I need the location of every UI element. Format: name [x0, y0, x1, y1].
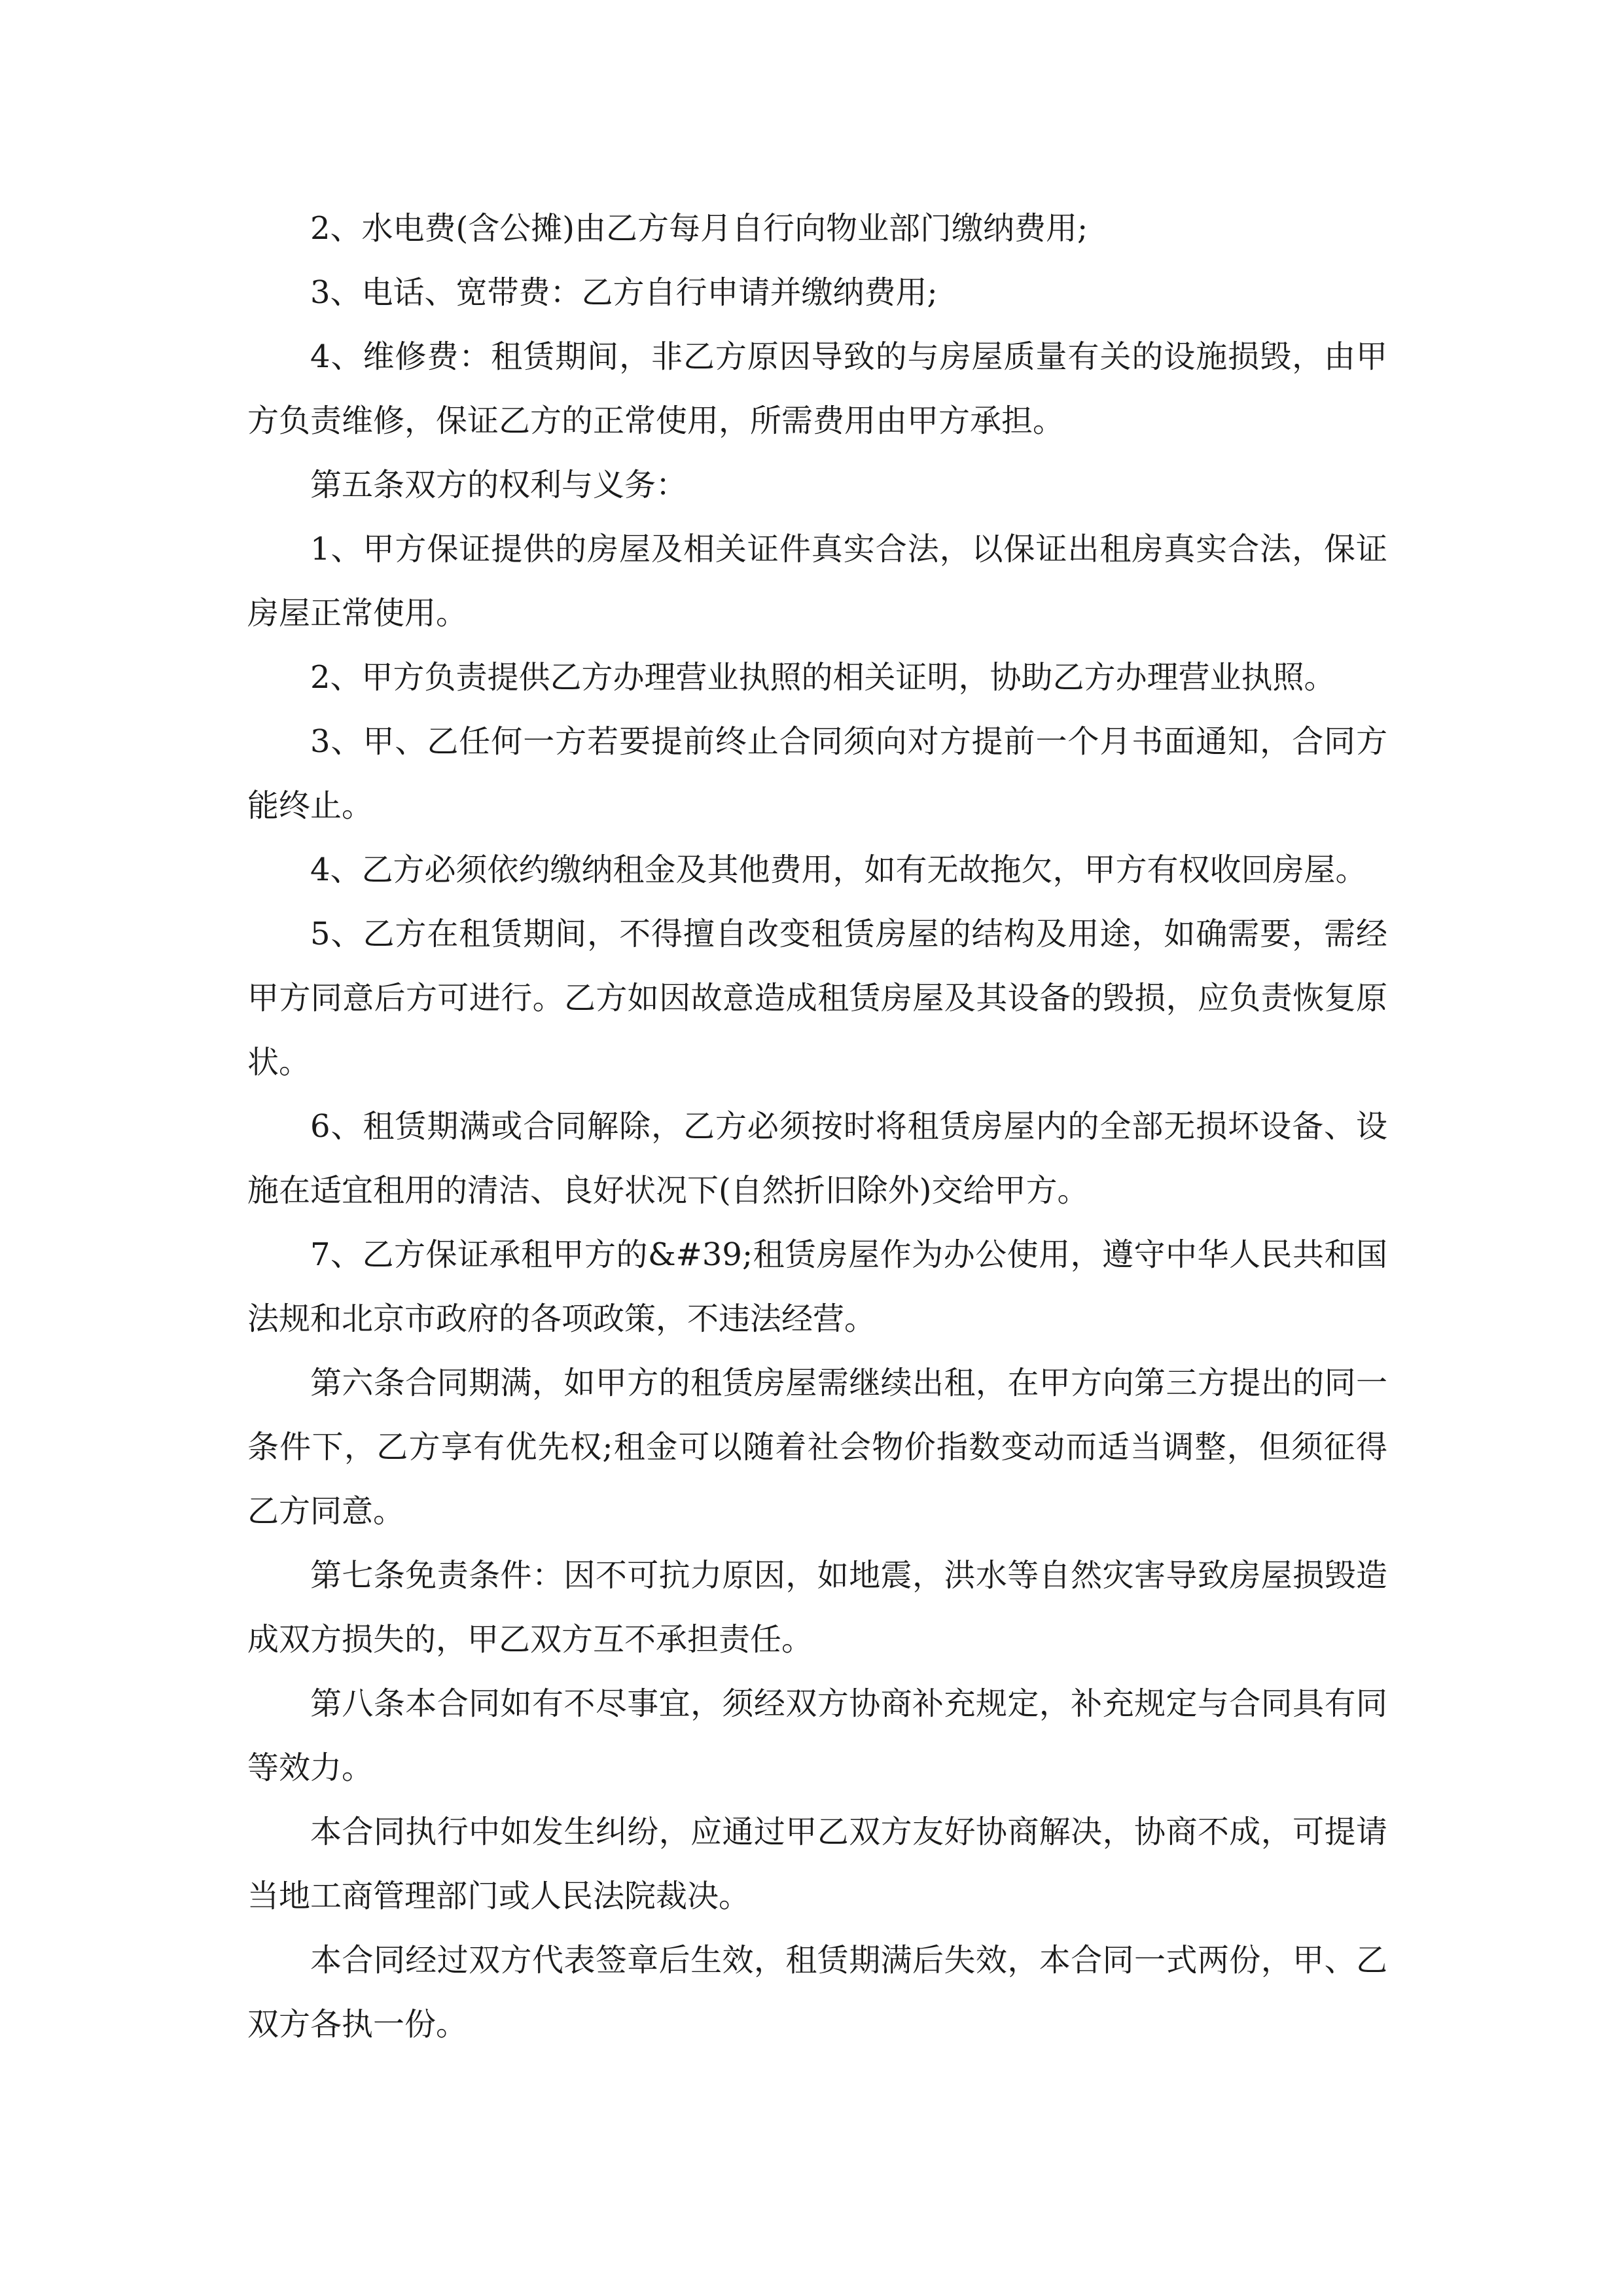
paragraph-dispute-resolution: 本合同执行中如发生纠纷，应通过甲乙双方友好协商解决，协商不成，可提请当地工商管理部门或人民法院裁决。	[247, 1814, 1387, 1914]
paragraph-utility-fees: 2、水电费(含公摊)由乙方每月自行向物业部门缴纳费用;	[310, 210, 1088, 247]
paragraph-effectiveness: 本合同经过双方代表签章后生效，租赁期满后失效，本合同一式两份，甲、乙双方各执一份。	[247, 1942, 1387, 2043]
paragraph-article-5-item-4: 4、乙方必须依约缴纳租金及其他费用，如有无故拖欠，甲方有权收回房屋。	[310, 852, 1367, 888]
paragraph-article-5-item-3: 3、甲、乙任何一方若要提前终止合同须向对方提前一个月书面通知，合同方能终止。	[247, 723, 1387, 824]
paragraph-phone-broadband-fees: 3、电话、宽带费：乙方自行申请并缴纳费用;	[310, 274, 938, 311]
article-5-heading: 第五条双方的权利与义务：	[310, 467, 688, 503]
paragraph-article-5-item-7: 7、乙方保证承租甲方的&#39;租赁房屋作为办公使用，遵守中华人民共和国法规和北京市政府的各项政策，不违法经营。	[247, 1236, 1387, 1337]
paragraph-article-5-item-5: 5、乙方在租赁期间，不得擅自改变租赁房屋的结构及用途，如确需要，需经甲方同意后方可进行。乙方如因故意造成租赁房屋及其设备的毁损，应负责恢复原状。	[247, 916, 1387, 1081]
paragraph-article-5-item-6: 6、租赁期满或合同解除，乙方必须按时将租赁房屋内的全部无损坏设备、设施在适宜租用的清洁、良好状况下(自然折旧除外)交给甲方。	[247, 1108, 1387, 1209]
paragraph-article-7: 第七条免责条件：因不可抗力原因，如地震，洪水等自然灾害导致房屋损毁造成双方损失的，甲乙双方互不承担责任。	[247, 1557, 1387, 1658]
paragraph-maintenance-fees: 4、维修费：租赁期间，非乙方原因导致的与房屋质量有关的设施损毁，由甲方负责维修，保证乙方的正常使用，所需费用由甲方承担。	[247, 338, 1387, 439]
paragraph-article-6: 第六条合同期满，如甲方的租赁房屋需继续出租，在甲方向第三方提出的同一条件下，乙方享有优先权;租金可以随着社会物价指数变动而适当调整，但须征得乙方同意。	[247, 1365, 1387, 1530]
paragraph-article-5-item-2: 2、甲方负责提供乙方办理营业执照的相关证明，协助乙方办理营业执照。	[310, 659, 1336, 696]
paragraph-article-8: 第八条本合同如有不尽事宜，须经双方协商补充规定，补充规定与合同具有同等效力。	[247, 1685, 1387, 1786]
document-body	[247, 196, 1387, 2056]
paragraph-article-5-item-1: 1、甲方保证提供的房屋及相关证件真实合法，以保证出租房真实合法，保证房屋正常使用。	[247, 531, 1387, 632]
